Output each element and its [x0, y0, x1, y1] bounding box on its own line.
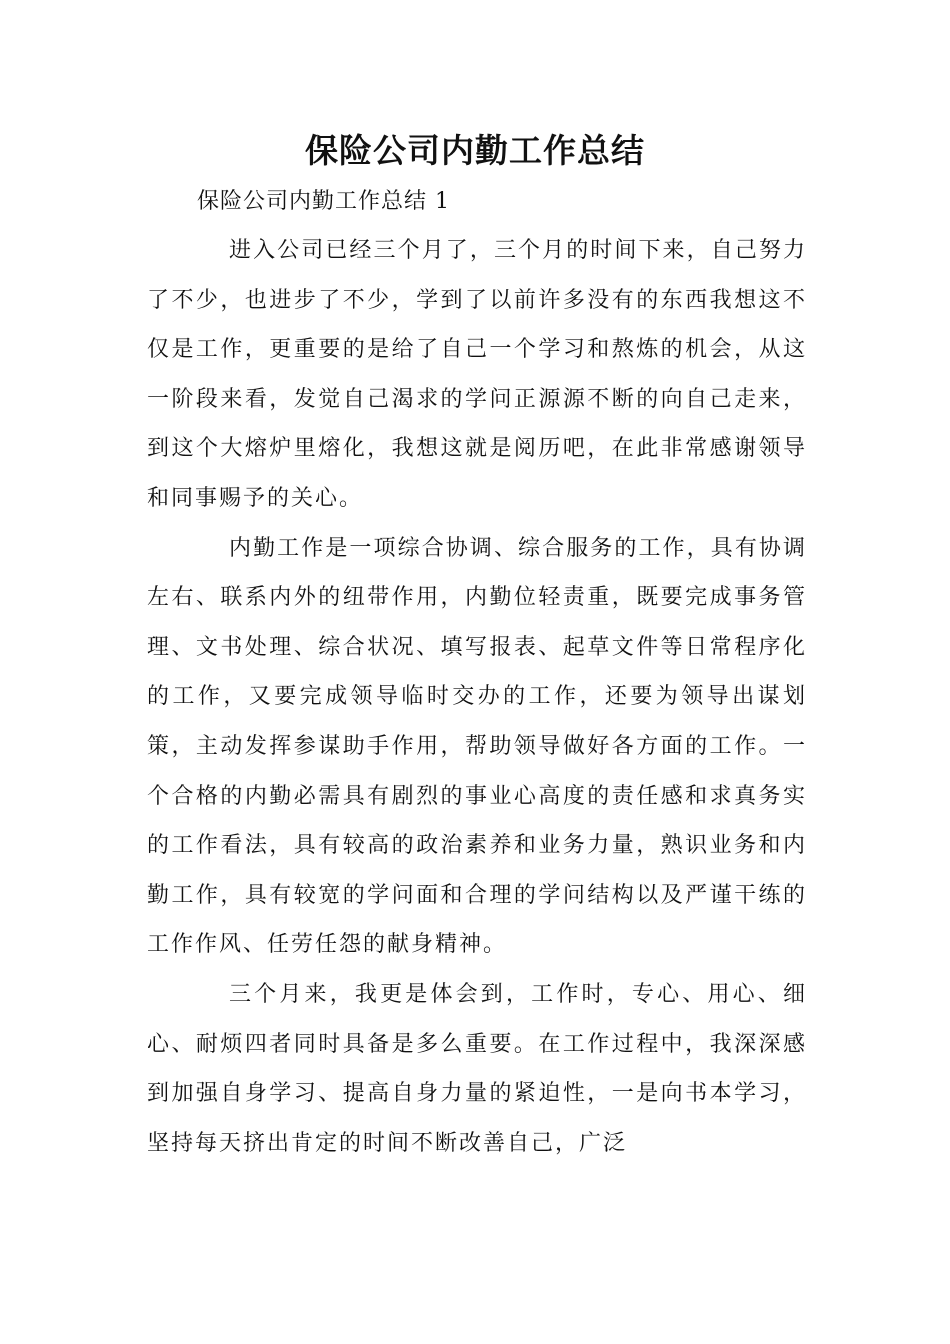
- paragraph-2: 内勤工作是一项综合协调、综合服务的工作，具有协调左右、联系内外的纽带作用，内勤位轻责重，既要完成事务管理、文书处理、综合状况、填写报表、起草文件等日常程序化的工作，又要完成领导临时交办的工作，还要为领导出谋划策，主动发挥参谋助手作用，帮助领导做好各方面的工作。一个合格的内勤必需具有剧烈的事业心高度的责任感和求真务实的工作看法，具有较高的政治素养和业务力量，熟识业务和内勤工作，具有较宽的学问面和合理的学问结构以及严谨干练的工作作风、任劳任怨的献身精神。: [147, 535, 807, 958]
- paragraph-1: 进入公司已经三个月了，三个月的时间下来，自己努力了不少，也进步了不少，学到了以前许多没有的东西我想这不仅是工作，更重要的是给了自己一个学习和熬炼的机会，从这一阶段来看，发觉自己渴求的学问正源源不断的向自己走来，到这个大熔炉里熔化，我想这就是阅历吧，在此非常感谢领导和同事赐予的关心。: [147, 238, 807, 511]
- document-title: 保险公司内勤工作总结: [305, 131, 645, 170]
- section-heading: 保险公司内勤工作总结 1: [197, 189, 450, 214]
- document-body: [147, 226, 807, 1168]
- paragraph-3: 三个月来，我更是体会到，工作时，专心、用心、细心、耐烦四者同时具备是多么重要。在工作过程中，我深深感到加强自身学习、提高自身力量的紧迫性，一是向书本学习，坚持每天挤出肯定的时间不断改善自己，广泛: [147, 981, 807, 1156]
